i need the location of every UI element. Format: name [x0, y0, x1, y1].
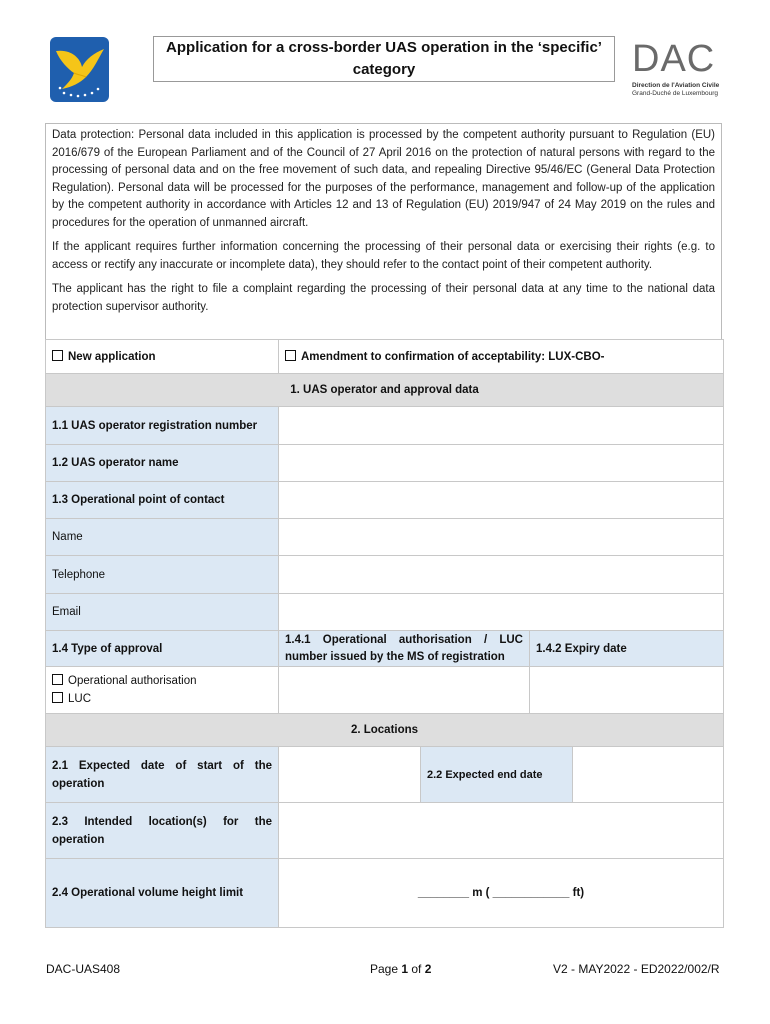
- page-indicator: [370, 962, 431, 976]
- height-limit-field[interactable]: ________ m ( ____________ ft): [279, 859, 724, 928]
- section-1-heading: 1. UAS operator and approval data: [46, 374, 724, 407]
- bird-emblem-icon: [50, 37, 109, 102]
- page-total: 2: [424, 962, 432, 976]
- operational-authorisation-label: Operational authorisation: [68, 675, 197, 687]
- point-of-contact-label: 1.3 Operational point of contact: [46, 482, 279, 519]
- document-version: V2 - MAY2022 - ED2022/002/R: [553, 962, 720, 976]
- dac-logo-subtitle-2: Grand-Duché de Luxembourg: [632, 90, 718, 97]
- operator-name-field[interactable]: [279, 445, 724, 482]
- amendment-label: Amendment to confirmation of acceptability: LUX-CBO-: [301, 351, 605, 363]
- height-limit-label: 2.4 Operational volume height limit: [46, 859, 279, 928]
- document-id: DAC-UAS408: [46, 962, 121, 976]
- contact-telephone-label: Telephone: [46, 556, 279, 594]
- page-prefix: Page: [370, 962, 402, 976]
- form-title-line1: Application for a cross-border UAS operation in the ‘specific’: [166, 39, 602, 56]
- form-title: [153, 36, 615, 82]
- operator-registration-number-label: 1.1 UAS operator registration number: [46, 407, 279, 445]
- authority-logo: [50, 37, 109, 102]
- data-protection-paragraph-2: If the applicant requires further information concerning the processing of their personal data or exercising their rights (e.g. to access or rectify any inaccurate or incomplete data), they should refer to the contact point of their competent authority.: [52, 241, 715, 271]
- dac-logo: [632, 36, 722, 102]
- operator-registration-number-field[interactable]: [279, 407, 724, 445]
- new-application-checkbox[interactable]: [52, 350, 63, 361]
- contact-telephone-field[interactable]: [279, 556, 724, 594]
- operational-authorisation-option[interactable]: [52, 672, 272, 690]
- expiry-date-label: 1.4.2 Expiry date: [530, 631, 724, 667]
- contact-email-label: Email: [46, 594, 279, 631]
- dac-logo-text: DAC: [632, 38, 716, 80]
- application-type-row: [46, 340, 724, 374]
- luc-label: LUC: [68, 693, 92, 705]
- amendment-option[interactable]: [279, 340, 724, 374]
- approval-type-label: 1.4 Type of approval: [46, 631, 279, 667]
- operator-name-label: 1.2 UAS operator name: [46, 445, 279, 482]
- luc-option[interactable]: [52, 690, 272, 708]
- expiry-date-field[interactable]: [530, 667, 724, 714]
- form-title-line2: category: [352, 61, 416, 78]
- section-2-heading: 2. Locations: [46, 714, 724, 747]
- start-date-field[interactable]: [279, 747, 421, 803]
- contact-name-label: Name: [46, 519, 279, 556]
- new-application-label: New application: [68, 351, 156, 363]
- intended-location-field[interactable]: [279, 803, 724, 859]
- end-date-label: 2.2 Expected end date: [421, 747, 573, 803]
- application-form-table: [45, 339, 724, 928]
- point-of-contact-field[interactable]: [279, 482, 724, 519]
- luc-checkbox[interactable]: [52, 692, 63, 703]
- authorisation-number-field[interactable]: [279, 667, 530, 714]
- new-application-option[interactable]: [46, 340, 279, 374]
- operational-authorisation-checkbox[interactable]: [52, 674, 63, 685]
- contact-email-field[interactable]: [279, 594, 724, 631]
- start-date-label: 2.1 Expected date of start of the operation: [46, 747, 279, 803]
- end-date-field[interactable]: [573, 747, 724, 803]
- page-of: of: [408, 962, 425, 976]
- data-protection-paragraph-1: Data protection: Personal data included in this application is processed by the competent authority pursuant to Regulation (EU) 2016/679 of the European Parliament and of the Council of 27 April 2016 on the protection of natural persons with regard to the processing of personal data and on the free movement of such data, and repealing Directive 95/46/EC (General Data Protection Regulation). Personal data will be processed for the purposes of the performance, management and follow-up of the application by the competent authority in accordance with Articles 12 and 13 of Regulation (EU) 2019/947 of 24 May 2019 on the rules and procedures for the operation of unmanned aircraft.: [52, 129, 715, 229]
- amendment-checkbox[interactable]: [285, 350, 296, 361]
- dac-logo-subtitle-1: Direction de l'Aviation Civile: [632, 82, 720, 89]
- data-protection-notice: [45, 123, 722, 339]
- page-number: 1: [401, 962, 409, 976]
- contact-name-field[interactable]: [279, 519, 724, 556]
- authorisation-number-label: 1.4.1 Operational authorisation / LUC number issued by the MS of registration: [279, 631, 530, 667]
- data-protection-paragraph-3: The applicant has the right to file a complaint regarding the processing of their personal data at any time to the national data protection supervisor authority.: [52, 283, 715, 313]
- approval-type-options: [46, 667, 279, 714]
- intended-location-label: 2.3 Intended location(s) for the operation: [46, 803, 279, 859]
